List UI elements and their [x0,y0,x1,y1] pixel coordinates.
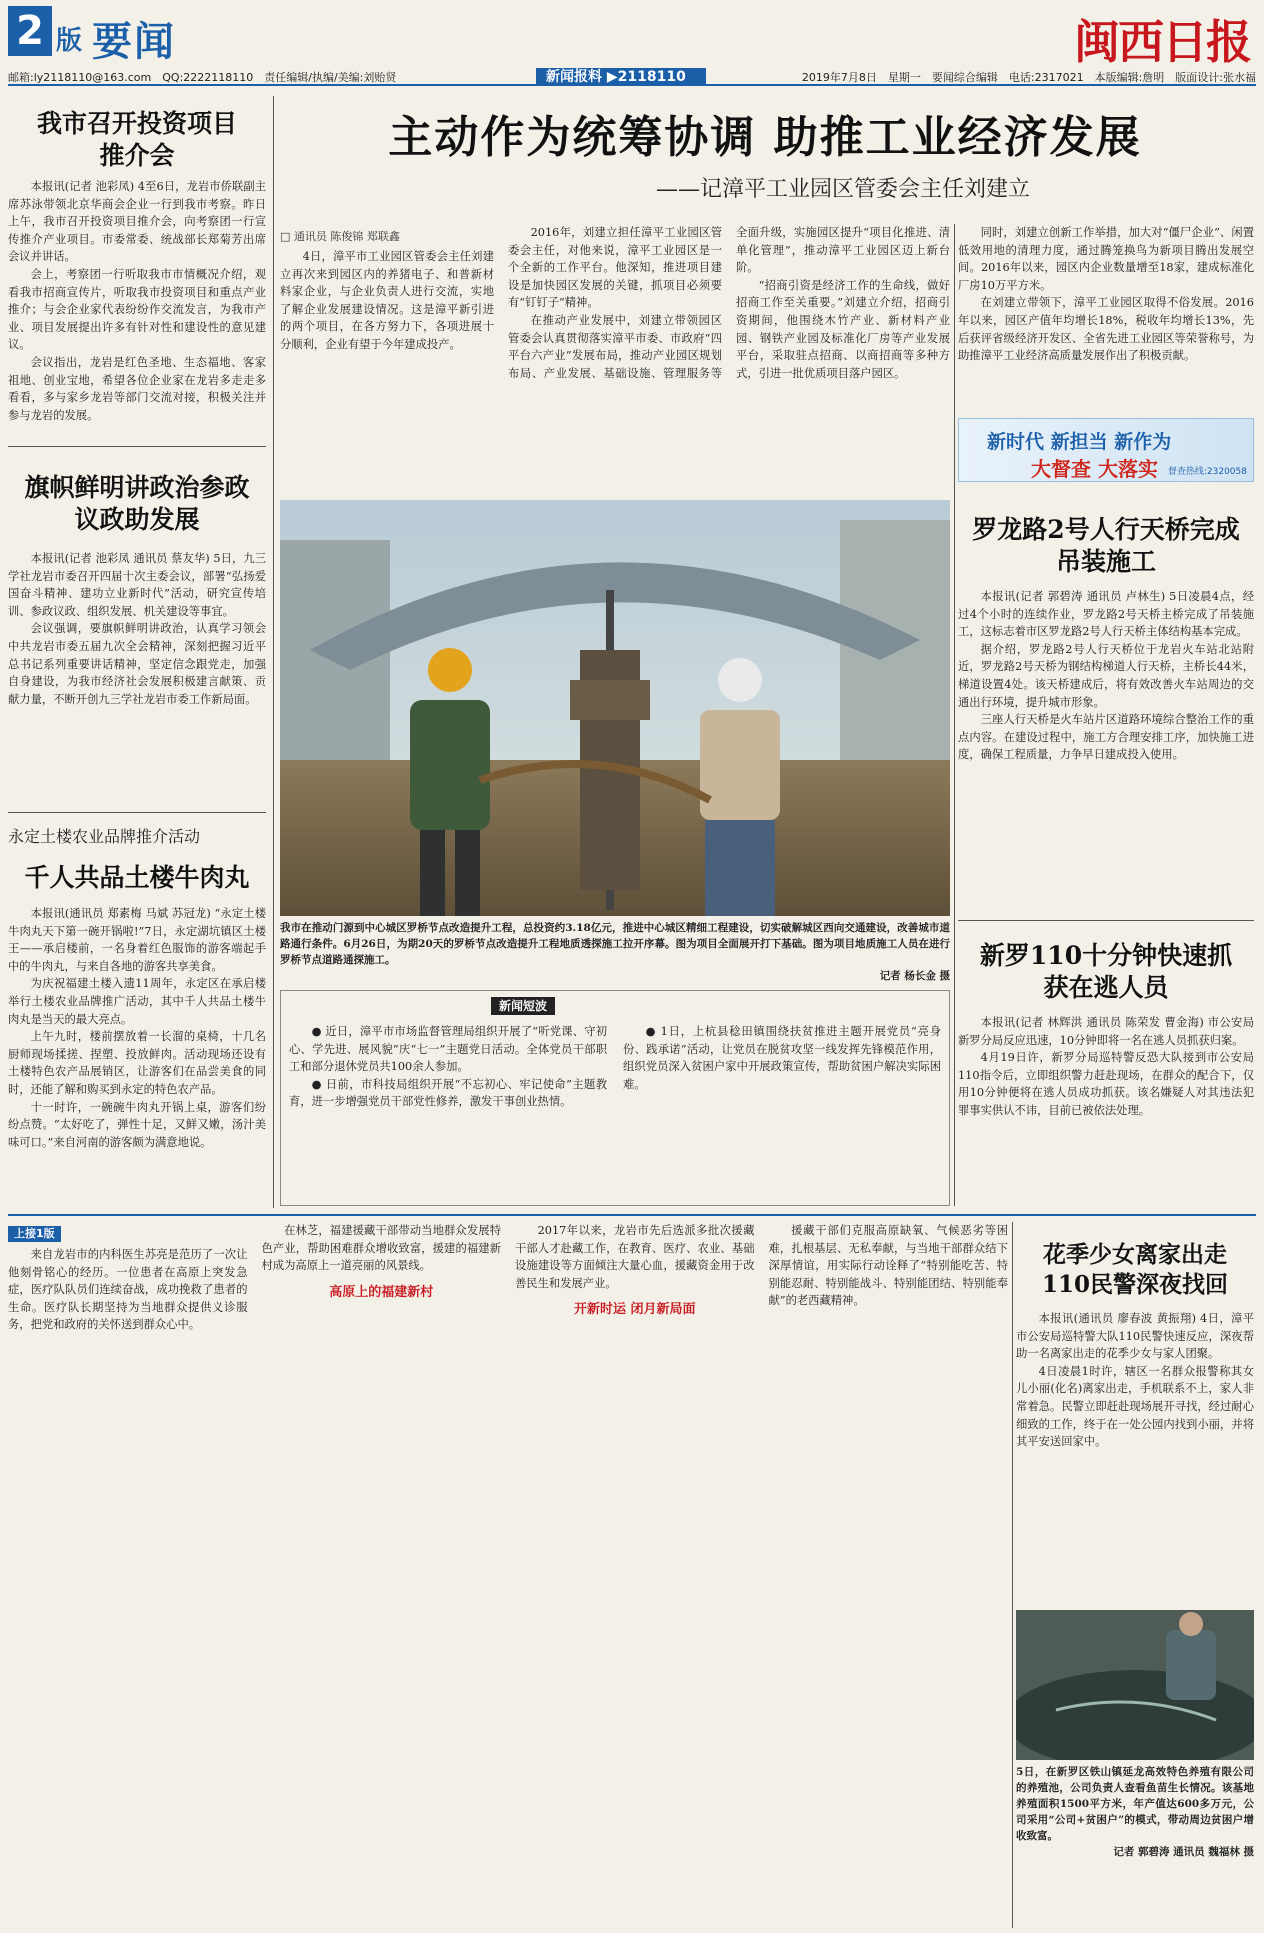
paragraph: 4月19日许，新罗分局巡特警反恐大队接到市公安局110指令后，立即组织警力赶赴现场，在群众的配合下，仅用10分钟便将在逃人员成功抓获。该名嫌疑人对其违法犯罪事实供认不讳，目前已被依法处理。 [958,1051,1254,1117]
paragraph: 4日，漳平市工业园区管委会主任刘建立再次来到园区内的养猪电子、和普新材料家企业，与企业负责人进行交流，实地了解企业发展建设情况。这是漳平新引进的两个项目，在各方努力下，各项进展十分顺利，企业有望于今年建成投产。 [280,250,494,351]
article-politics [8,452,266,807]
paragraph: 援藏干部们克服高原缺氧、气候恶劣等困难，扎根基层、无私奉献，与当地干部群众结下深厚情谊，用实际行动诠释了“特别能吃苦、特别能忍耐、特别能战斗、特别能团结、特别能奉献”的老西藏精神。 [768,1224,1008,1308]
paragraph: 同时，刘建立创新工作举措，加大对“僵尸企业”、闲置低效用地的清理力度，通过腾笼换鸟为新项目腾出发展空间。2016年以来，园区内企业数量增至18家，建成标准化厂房10万平方米。 [958,226,1254,292]
article-title: 罗龙路2号人行天桥完成吊装施工 [972,515,1240,576]
news-briefs-label: 新闻短波 [491,997,555,1015]
paragraph: 来自龙岩市的内科医生苏亮是范历了一次让他刻骨铭心的经历。一位患者在高原上突发急症，医疗队队员们连续奋战，成功挽救了患者的生命。医疗队长期坚持为当地群众提供义诊服务，把党和政府的关怀送到群众心中。 [8,1248,248,1332]
lead-text [280,224,950,382]
article-investment [8,96,266,441]
column-divider [1012,1222,1013,1928]
banner-slogan: 新时代 新担当 新作为 [987,431,1172,453]
news-brief: ● 日前，市科技局组织开展“不忘初心、牢记使命”主题教育，进一步增强党员干部党性修养，激发干事创业热情。 [289,1077,607,1109]
continued-article [8,1222,1008,1928]
article-missing-girl [1016,1222,1254,1602]
news-briefs-list [289,1023,941,1111]
contact-info: 邮箱:ly2118110@163.com QQ:2222118110 责任编辑/执编/美编:刘贻贤 [8,71,397,84]
newspaper-logo: 闽西日报 [1074,15,1250,69]
banner-note: 督查热线:2320058 [1167,467,1247,477]
news-brief: ● 1日，上杭县稔田镇围绕扶贫推进主题开展党员“亮身份、践承诺”活动，让党员在脱贫攻坚一线发挥先锋模范作用，组织党员深入贫困户家中开展政策宣传，帮助贫困户解决实际困难。 [623,1025,941,1091]
article-body [8,178,266,428]
column-divider [954,224,955,1206]
photo-credit: 记者 郭碧涛 通讯员 魏福林 摄 [1113,1846,1254,1858]
lead-subtitle: ——记漳平工业园区管委会主任刘建立 [655,177,1030,202]
lead-body [280,224,950,494]
page-number: 2 [8,6,52,56]
continued-text [769,1222,1009,1310]
divider [958,920,1254,921]
info-bar [8,70,1256,86]
article-title: 我市召开投资项目推介会 [36,109,237,170]
subhead: 高原上的福建新村 [329,1284,434,1300]
paragraph: 在林芝，福建援藏干部带动当地群众发展特色产业，帮助困难群众增收致富，援建的福建新村成为高原上一道亮丽的风景线。 [261,1224,501,1273]
section-divider [8,1214,1256,1216]
date-info: 2019年7月8日 星期一 要闻综合编辑 电话:2317021 本版编辑:詹明 版面设计:张水福 [801,71,1256,84]
paragraph: 2017年以来，龙岩市先后选派多批次援藏干部人才赴藏工作，在教育、医疗、农业、基础设施建设等方面倾注大量心血，援藏资金用于改善民生和发展产业。 [515,1224,755,1290]
fish-photo-caption [1016,1764,1254,1928]
supervision-banner [958,418,1254,482]
article-title: 花季少女离家出走110民警深夜找回 [1041,1241,1228,1298]
article-beef-balls [8,818,266,1208]
article-title: 千人共品土楼牛肉丸 [24,863,250,892]
article-110-arrest [958,926,1254,1216]
paragraph: 会议指出，龙岩是红色圣地、生态福地、客家祖地、创业宝地，希望各位企业家在龙岩多走走多看看，多与家乡龙岩等部门交流对接，积极关注并参与龙岩的发展。 [8,355,266,422]
article-body [958,588,1254,908]
article-footbridge [958,496,1254,916]
subhead: 开新时运 闭月新局面 [573,1302,696,1318]
paragraph: 会议强调，要旗帜鲜明讲政治，认真学习领会中共龙岩市委五届九次全会精神，深刻把握习近平总书记系列重要讲话精神，坚定信念跟党走，加强自身建设，为我市经济社会发展积极建言献策、贡献力量，不断开创九三学社龙岩市委工作新局面。 [8,622,266,706]
section-title: 要闻 [92,19,176,65]
lead-byline: □ 通讯员 陈俊锦 郑联鑫 [280,230,400,243]
divider [8,812,266,813]
continued-text [8,1222,501,1334]
caption-text: 我市在推动门源到中心城区罗桥节点改造提升工程，总投资约3.18亿元，推进中心城区精细工程建设，切实破解城区西向交通建设，改善城市道路通行条件。6月26日，为期20天的罗桥节点改造提升工程地质透探施工拉开序幕。图为项目全面展开打下基础。图为项目地质施工人员在进行罗桥节点道路通探施工。 [280,922,950,966]
article-body [8,550,266,807]
continued-label: 上接1版 [8,1226,61,1242]
construction-photo [280,500,950,916]
news-hotline: 新闻报料 ▶2118110 [536,68,706,86]
lead-body-continued [958,224,1254,412]
paragraph: 在刘建立带领下，漳平工业园区取得不俗发展。2016年以来，园区产值年均增长18%，税收年均增长13%，先后获评省级经济开发区、全省先进工业园区等荣誉称号，为助推漳平工业经济高质量发展作出了积极贡献。 [958,296,1254,363]
photo-caption [280,920,950,986]
column-divider [273,96,274,1208]
divider [8,446,266,447]
article-body [1016,1310,1254,1590]
paragraph: 本报讯(通讯员 廖春波 黄振翔) 4日，漳平市公安局巡特警大队110民警快速反应，深夜帮助一名离家出走的花季少女与家人团聚。 [1016,1312,1254,1361]
paragraph: 为庆祝福建土楼入遗11周年，永定区在承启楼举行土楼农业品牌推广活动，其中千人共品土楼牛肉丸是当天的最大亮点。 [8,977,266,1026]
paragraph: “招商引资是经济工作的生命线，做好招商工作至关重要。”刘建立介绍，招商引资期间，他围绕木竹产业、新材料产业园、钢铁产业园及标准化厂房等产业发展平台，采取驻点招商、以商招商等多种方式，引进一批优质项目落户园区。 [736,278,950,380]
paragraph: 4日凌晨1时许，辖区一名群众报警称其女儿小丽(化名)离家出走，手机联系不上，家人非常着急。民警立即赶赴现场展开寻找，经过耐心细致的工作，终于在一处公园内找到小丽，并将其平安送回家中。 [1016,1364,1254,1449]
article-title: 旗帜鲜明讲政治参政议政助发展 [24,473,250,534]
paragraph: 上午九时，楼前摆放着一长溜的桌椅，十几名厨师现场揉搓、捏塑、投放鲜肉。活动现场还设有土楼特色农产品展销区，让游客们在品尝美食的同时，还能了解和购买到永定的特色农产品。 [8,1030,266,1096]
lead-headline [280,110,1250,230]
construction-workers-image [280,500,950,916]
paragraph: 会上，考察团一行听取我市市情概况介绍，观看我市招商宣传片，听取我市投资项目和重点产业推介；与会企业家代表纷纷作交流发言，为我市产业、项目发展提出许多有针对性和建设性的意见建议。 [8,267,266,352]
lead-title: 主动作为统筹协调 助推工业经济发展 [388,112,1142,163]
continued-text [515,1222,755,1292]
paragraph: 本报讯(记者 林辉洪 通讯员 陈荣发 曹金海) 市公安局新罗分局反应迅速，10分钟即将一名在逃人员抓获归案。 [958,1016,1254,1047]
lead-text [958,224,1254,365]
banner-slogan-2: 大督查 大落实 [1031,457,1158,481]
paragraph: 本报讯(通讯员 郑素梅 马斌 苏冠龙) “永定土楼牛肉丸天下第一碗开锅啦!”7日，永定湖坑镇区土楼王——承启楼前，一名身着红色服饰的游客端起手中的牛肉丸，与来自各地的游客共享美食。 [8,907,266,973]
paragraph: 在推动产业发展中，刘建立带领园区管委会认真贯彻落实漳平市委、市政府“四平台六产业”发展布局，推动产业园区规划布局、产业发展、基础设施、管理服务等全面升级，实施园区提升“项目化推进、清单化管理”，推动漳平工业园区迈上新台阶。 [508,226,950,380]
paragraph: 三座人行天桥是火车站片区道路环境综合整治工作的重点内容。在建设过程中，施工方合理安排工序，加快施工进度，确保工程质量，力争早日建成投入使用。 [958,713,1254,762]
page-suffix: 版 [56,26,83,56]
paragraph: 据介绍，罗龙路2号人行天桥位于龙岩火车站北站附近，罗龙路2号天桥为钢结构梯道人行天桥，主桥长44米，梯道设置4处。该天桥建成后，将有效改善火车站周边的交通出行环境，提升城市形象。 [958,642,1254,709]
photo-credit: 记者 杨长金 摄 [879,970,950,982]
article-body [958,1014,1254,1204]
paragraph: 2016年，刘建立担任漳平工业园区管委会主任，对他来说，漳平工业园区是一个全新的工作平台。他深知，推进项目建设是加快园区发展的关键，抓项目必须要有“钉钉子”精神。 [508,226,722,310]
caption-text: 5日，在新罗区铁山镇延龙高效特色养殖有限公司的养殖池，公司负责人查看鱼苗生长情况。该基地养殖面积1500平方米，年产值达600多万元，公司采用“公司+贫困户”的模式，带动周边贫困户增收致富。 [1016,1766,1254,1842]
paragraph: 本报讯(记者 郭碧涛 通讯员 卢林生) 5日凌晨4点，经过4个小时的连续作业，罗龙路2号天桥主桥完成了吊装施工，这标志着市区罗龙路2号人行天桥主体结构基本完成。 [958,590,1254,639]
fish-farm-photo [1016,1610,1254,1760]
article-kicker: 永定土楼农业品牌推介活动 [8,827,201,846]
news-briefs-box [280,990,950,1206]
masthead [8,6,1256,69]
paragraph: 十一时许，一碗碗牛肉丸开锅上桌，游客们纷纷点赞。“太好吃了，弹性十足，又鲜又嫩，汤汁美味可口。”来自河南的游客颇为满意地说。 [8,1100,266,1149]
news-brief: ● 近日，漳平市市场监督管理局组织开展了“听党课、守初心、学先进、展风貌”庆“七一”主题党日活动。全体党员干部职工和部分退休党员共100余人参加。 [289,1025,607,1074]
fish-pond-image [1016,1610,1254,1760]
article-body [8,905,266,1205]
paragraph: 本报讯(记者 池彩凤) 4至6日，龙岩市侨联副主席苏泳带领北京华商会企业一行到我市考察。昨日上午，我市召开投资项目推介会，向考察团一行宣传推介产业项目。市委常委、统战部长郑菊芳出席会议并讲话。 [8,180,266,264]
paragraph: 本报讯(记者 池彩凤 通讯员 蔡友华) 5日，九三学社龙岩市委召开四届十次主委会议，部署“弘扬爱国奋斗精神、建功立业新时代”活动，研究宣传培训、参政议政、组织发展、机关建设等事宜。 [8,552,266,618]
article-title: 新罗110十分钟快速抓获在逃人员 [979,941,1233,1002]
